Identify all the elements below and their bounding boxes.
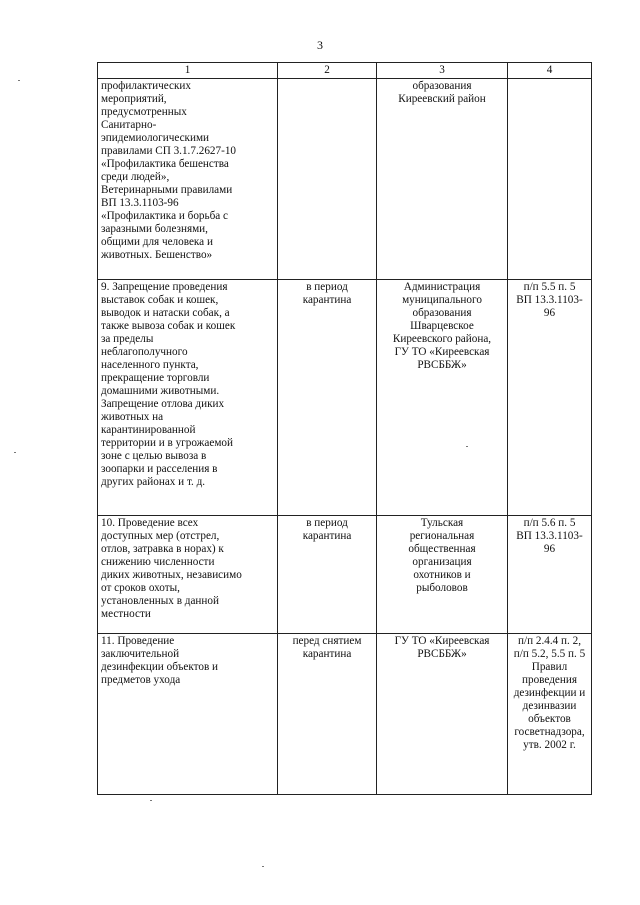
scan-speck <box>14 452 16 453</box>
responsible-text: ГУ ТО «Киреевская РВСББЖ» <box>394 635 490 660</box>
measure-text: профилактических мероприятий, предусмотренных Санитарно- эпидемиологическими правилами СП 3.1.7.2627-10 «Профилактика бешенства среди людей», Ветеринарными правилами ВП 13.3.1103-96 «Профилактика и борьба с заразными болезнями, общими для человека и животных. Бешенство» <box>101 80 237 261</box>
period-text: в период карантина <box>302 281 352 306</box>
measures-table <box>97 62 592 795</box>
responsible-cell <box>377 634 508 795</box>
responsible-cell <box>377 79 508 280</box>
table-row <box>98 634 592 795</box>
scan-speck <box>262 866 264 867</box>
column-header-1: 1 <box>98 63 278 79</box>
period-cell <box>278 516 377 634</box>
period-cell <box>278 634 377 795</box>
responsible-text: Тульская региональная общественная организация охотников и рыболовов <box>408 517 476 594</box>
responsible-cell <box>377 280 508 516</box>
column-header-2: 2 <box>278 63 377 79</box>
period-cell <box>278 79 377 280</box>
responsible-text: Администрация муниципального образования Шварцевское Киреевского района, ГУ ТО «Киреевская РВСББЖ» <box>392 281 492 371</box>
column-header-4: 4 <box>508 63 592 79</box>
scan-speck <box>150 800 152 801</box>
table-header-row <box>98 63 592 79</box>
measure-cell <box>98 79 278 280</box>
scan-speck <box>18 80 20 81</box>
column-header-3: 3 <box>377 63 508 79</box>
basis-cell <box>508 280 592 516</box>
measure-cell <box>98 280 278 516</box>
basis-cell <box>508 634 592 795</box>
responsible-cell <box>377 516 508 634</box>
measure-text: 9. Запрещение проведения выставок собак и кошек, выводок и натаски собак, а также вывоза собак и кошек за пределы неблагополучного населенного пункта, прекращение торговли домашними животными. Запрещение отлова диких животных на карантинированной территории и в угрожаемой зоне с целью вывоза в зоопарки и расселения в других районах и т. д. <box>101 281 236 488</box>
table-row <box>98 516 592 634</box>
basis-cell <box>508 79 592 280</box>
table-row <box>98 79 592 280</box>
measure-text: 10. Проведение всех доступных мер (отстрел, отлов, затравка в норах) к снижению численности диких животных, независимо от сроков охоты, установленных в данной местности <box>101 517 242 620</box>
period-cell <box>278 280 377 516</box>
period-text: в период карантина <box>302 517 352 542</box>
page-number: 3 <box>317 38 323 52</box>
responsible-text: образования Киреевский район <box>398 80 486 105</box>
basis-text: п/п 5.5 п. 5 ВП 13.3.1103-96 <box>516 281 583 319</box>
measure-cell <box>98 516 278 634</box>
basis-text: п/п 5.6 п. 5 ВП 13.3.1103-96 <box>516 517 583 555</box>
measure-text: 11. Проведение заключительной дезинфекции объектов и предметов ухода <box>101 635 219 686</box>
basis-cell <box>508 516 592 634</box>
measure-cell <box>98 634 278 795</box>
basis-text: п/п 2.4.4 п. 2, п/п 5.2, 5.5 п. 5 Правил проведения дезинфекции и дезинвазии объектов госветнадзора, утв. 2002 г. <box>513 635 586 751</box>
period-text: перед снятием карантина <box>292 635 362 660</box>
scan-speck <box>466 446 468 447</box>
table-row <box>98 280 592 516</box>
